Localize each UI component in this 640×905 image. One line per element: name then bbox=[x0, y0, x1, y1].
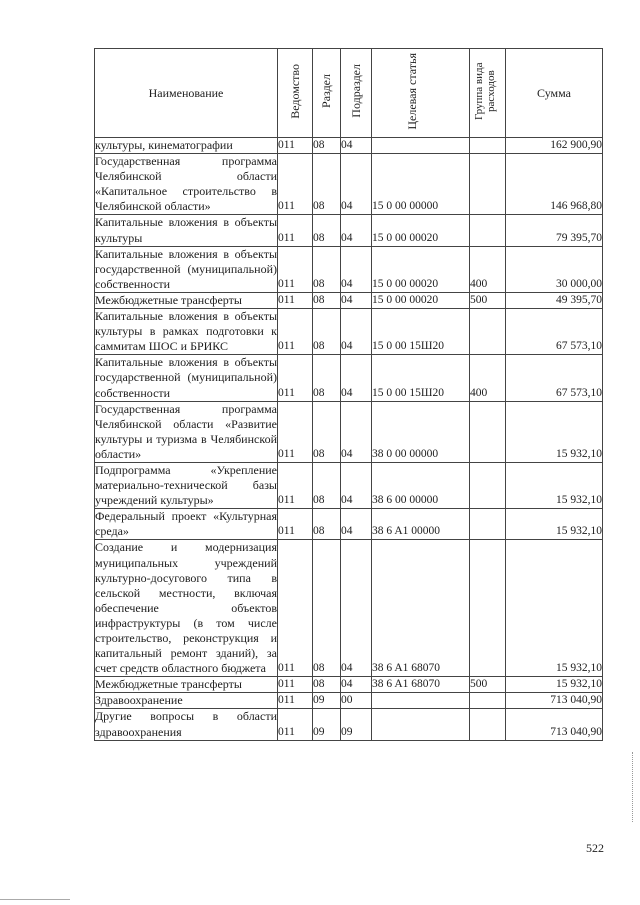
cell-target: 15 0 00 00020 bbox=[372, 292, 470, 308]
table-row bbox=[95, 540, 603, 677]
cell-section: 09 bbox=[313, 693, 341, 709]
table-row bbox=[95, 677, 603, 693]
page-number: 522 bbox=[586, 841, 604, 855]
cell-dept: 011 bbox=[278, 509, 313, 540]
cell-name: Межбюджетные трансферты bbox=[95, 292, 278, 308]
cell-dept: 011 bbox=[278, 138, 313, 154]
table-row bbox=[95, 246, 603, 292]
cell-sum: 162 900,90 bbox=[506, 138, 603, 154]
cell-name: культуры, кинематографии bbox=[95, 138, 278, 154]
cell-section: 09 bbox=[313, 709, 341, 740]
cell-expense-group bbox=[470, 462, 506, 508]
cell-subsection: 04 bbox=[341, 677, 372, 693]
cell-dept: 011 bbox=[278, 309, 313, 355]
cell-target bbox=[372, 709, 470, 740]
cell-sum: 67 573,10 bbox=[506, 309, 603, 355]
cell-name: Создание и модернизация муниципальных учреждений культурно-досугового типа в сельской местности, включая обеспечение объектов инфраструктуры (в том числе строительство, реконструкция и капитальный ремонт зданий), за счет средств областного бюджета bbox=[95, 540, 277, 676]
cell-section: 08 bbox=[313, 462, 341, 508]
cell-section: 08 bbox=[313, 154, 341, 215]
cell-expense-group bbox=[470, 401, 506, 462]
cell-name: Межбюджетные трансферты bbox=[95, 677, 278, 693]
cell-dept: 011 bbox=[278, 154, 313, 215]
header-row bbox=[95, 49, 603, 138]
cell-name: Федеральный проект «Культурная среда» bbox=[95, 509, 277, 539]
cell-expense-group: 400 bbox=[470, 355, 506, 401]
cell-section: 08 bbox=[313, 677, 341, 693]
cell-target: 38 6 00 00000 bbox=[372, 462, 470, 508]
cell-expense-group bbox=[470, 693, 506, 709]
table-row bbox=[95, 309, 603, 355]
table-row bbox=[95, 355, 603, 401]
header-sum: Сумма bbox=[506, 49, 603, 138]
header-dept: Ведомство bbox=[278, 49, 313, 138]
table-row bbox=[95, 509, 603, 540]
header-subsection: Подраздел bbox=[341, 49, 372, 138]
cell-section: 08 bbox=[313, 292, 341, 308]
table-row bbox=[95, 215, 603, 246]
cell-sum: 15 932,10 bbox=[506, 677, 603, 693]
cell-expense-group bbox=[470, 309, 506, 355]
cell-sum: 146 968,80 bbox=[506, 154, 603, 215]
table-row bbox=[95, 401, 603, 462]
cell-target bbox=[372, 693, 470, 709]
cell-expense-group: 400 bbox=[470, 246, 506, 292]
cell-dept: 011 bbox=[278, 462, 313, 508]
cell-dept: 011 bbox=[278, 355, 313, 401]
cell-dept: 011 bbox=[278, 540, 313, 677]
cell-subsection: 09 bbox=[341, 709, 372, 740]
cell-dept: 011 bbox=[278, 677, 313, 693]
cell-subsection: 04 bbox=[341, 355, 372, 401]
cell-subsection: 04 bbox=[341, 509, 372, 540]
cell-subsection: 04 bbox=[341, 246, 372, 292]
cell-section: 08 bbox=[313, 215, 341, 246]
cell-subsection: 04 bbox=[341, 462, 372, 508]
cell-name: Капитальные вложения в объекты государственной (муниципальной) собственности bbox=[95, 246, 277, 291]
cell-subsection: 04 bbox=[341, 138, 372, 154]
cell-sum: 713 040,90 bbox=[506, 709, 603, 740]
header-target: Целевая статья bbox=[372, 49, 470, 138]
cell-sum: 15 932,10 bbox=[506, 462, 603, 508]
cell-expense-group: 500 bbox=[470, 292, 506, 308]
cell-subsection: 04 bbox=[341, 154, 372, 215]
header-section: Раздел bbox=[313, 49, 341, 138]
cell-name: Капитальные вложения в объекты государственной (муниципальной) собственности bbox=[95, 355, 277, 400]
margin-mark bbox=[632, 752, 634, 822]
cell-subsection: 04 bbox=[341, 292, 372, 308]
cell-section: 08 bbox=[313, 309, 341, 355]
cell-target: 38 6 A1 68070 bbox=[372, 540, 470, 677]
cell-sum: 67 573,10 bbox=[506, 355, 603, 401]
cell-expense-group: 500 bbox=[470, 677, 506, 693]
cell-target: 15 0 00 15Ш20 bbox=[372, 355, 470, 401]
cell-sum: 15 932,10 bbox=[506, 540, 603, 677]
cell-expense-group bbox=[470, 540, 506, 677]
cell-dept: 011 bbox=[278, 709, 313, 740]
cell-target: 15 0 00 00000 bbox=[372, 154, 470, 215]
cell-name: Капитальные вложения в объекты культуры в рамках подготовки к саммитам ШОС и БРИКС bbox=[95, 309, 277, 354]
cell-name: Государственная программа Челябинской области «Капитальное строительство в Челябинской области» bbox=[95, 154, 277, 214]
cell-sum: 49 395,70 bbox=[506, 292, 603, 308]
cell-name: Государственная программа Челябинской области «Развитие культуры и туризма в Челябинской области» bbox=[95, 401, 277, 461]
table-row bbox=[95, 154, 603, 215]
budget-table bbox=[94, 48, 603, 741]
cell-target: 15 0 00 00020 bbox=[372, 246, 470, 292]
table-row bbox=[95, 292, 603, 308]
cell-sum: 15 932,10 bbox=[506, 401, 603, 462]
header-expense-group: Группа вида расходов bbox=[470, 49, 506, 138]
cell-name: Другие вопросы в области здравоохранения bbox=[95, 709, 277, 739]
header-name: Наименование bbox=[95, 49, 278, 138]
cell-sum: 713 040,90 bbox=[506, 693, 603, 709]
cell-section: 08 bbox=[313, 246, 341, 292]
cell-dept: 011 bbox=[278, 401, 313, 462]
table-row bbox=[95, 693, 603, 709]
cell-subsection: 04 bbox=[341, 540, 372, 677]
cell-sum: 15 932,10 bbox=[506, 509, 603, 540]
cell-name: Здравоохранение bbox=[95, 693, 278, 709]
cell-name: Подпрограмма «Укрепление материально-технической базы учреждений культуры» bbox=[95, 462, 277, 508]
cell-dept: 011 bbox=[278, 215, 313, 246]
cell-dept: 011 bbox=[278, 693, 313, 709]
cell-subsection: 04 bbox=[341, 309, 372, 355]
cell-expense-group bbox=[470, 215, 506, 246]
cell-target: 15 0 00 00020 bbox=[372, 215, 470, 246]
cell-dept: 011 bbox=[278, 246, 313, 292]
cell-target: 15 0 00 15Ш20 bbox=[372, 309, 470, 355]
cell-section: 08 bbox=[313, 509, 341, 540]
cell-target: 38 6 A1 68070 bbox=[372, 677, 470, 693]
footer-rule bbox=[0, 899, 70, 900]
cell-target: 38 0 00 00000 bbox=[372, 401, 470, 462]
table-row bbox=[95, 462, 603, 508]
cell-sum: 79 395,70 bbox=[506, 215, 603, 246]
cell-expense-group bbox=[470, 709, 506, 740]
cell-subsection: 04 bbox=[341, 215, 372, 246]
cell-name: Капитальные вложения в объекты культуры bbox=[95, 215, 277, 245]
cell-expense-group bbox=[470, 154, 506, 215]
cell-section: 08 bbox=[313, 401, 341, 462]
cell-sum: 30 000,00 bbox=[506, 246, 603, 292]
cell-expense-group bbox=[470, 509, 506, 540]
table-body bbox=[95, 138, 603, 741]
cell-expense-group bbox=[470, 138, 506, 154]
cell-target bbox=[372, 138, 470, 154]
table-row bbox=[95, 138, 603, 154]
cell-subsection: 04 bbox=[341, 401, 372, 462]
cell-target: 38 6 A1 00000 bbox=[372, 509, 470, 540]
table-row bbox=[95, 709, 603, 740]
cell-section: 08 bbox=[313, 355, 341, 401]
cell-subsection: 00 bbox=[341, 693, 372, 709]
cell-section: 08 bbox=[313, 540, 341, 677]
cell-dept: 011 bbox=[278, 292, 313, 308]
cell-section: 08 bbox=[313, 138, 341, 154]
